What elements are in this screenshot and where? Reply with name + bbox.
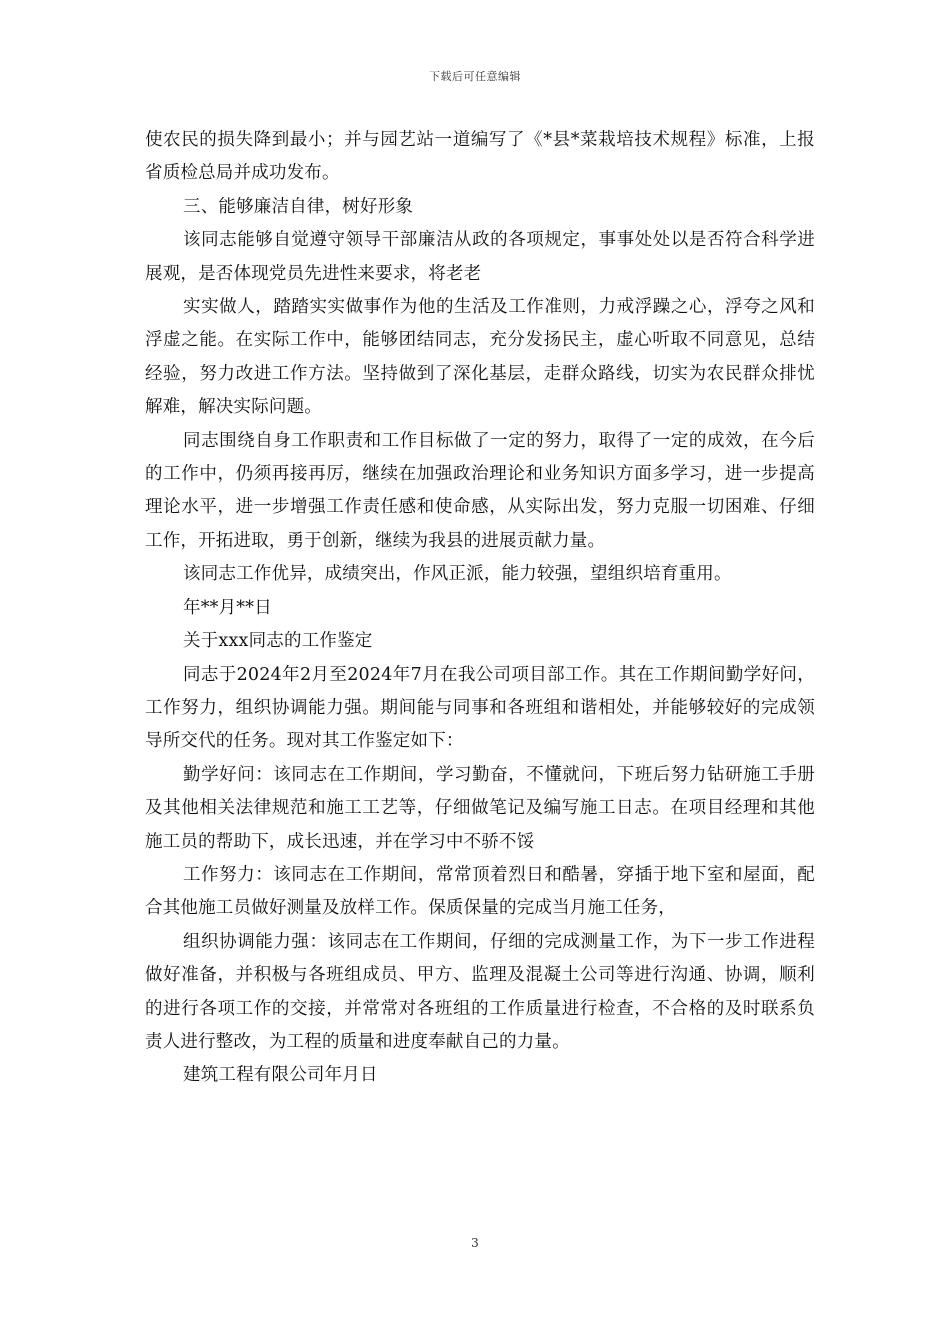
paragraph: 使农民的损失降到最小；并与园艺站一道编写了《*县*菜栽培技术规程》标准，上报省质检总局并成功发布。 bbox=[145, 130, 815, 184]
paragraph: 同志于2024年2月至2024年7月在我公司项目部工作。其在工作期间勤学好问，工作努力，组织协调能力强。期间能与同事和各班组和谐相处，并能够较好的完成领导所交代的任务。现对其工作鉴定如下： bbox=[145, 664, 815, 752]
paragraph: 组织协调能力强：该同志在工作期间，仔细的完成测量工作，为下一步工作进程做好准备，并积极与各班组成员、甲方、监理及混凝土公司等进行沟通、协调，顺利的进行各项工作的交接，并常常对各班组的工作质量进行检查，不合格的及时联系负责人进行整改，为工程的质量和进度奉献自己的力量。 bbox=[145, 931, 815, 1052]
paragraph: 该同志能够自觉遵守领导干部廉洁从政的各项规定，事事处处以是否符合科学进展观，是否体现党员先进性来要求，将老老 bbox=[145, 230, 815, 284]
paragraph: 实实做人，踏踏实实做事作为他的生活及工作准则，力戒浮躁之心，浮夸之风和浮虚之能。在实际工作中，能够团结同志，充分发扬民主，虚心听取不同意见，总结经验，努力改进工作方法。坚持做到了深化基层，走群众路线，切实为农民群众排忧解难，解决实际问题。 bbox=[145, 297, 815, 418]
paragraph: 该同志工作优异，成绩突出，作风正派，能力较强，望组织培育重用。 bbox=[183, 564, 732, 585]
section-heading: 三、能够廉洁自律，树好形象 bbox=[183, 196, 414, 217]
page-number: 3 bbox=[471, 1236, 479, 1250]
signature-line: 建筑工程有限公司年月日 bbox=[183, 1065, 378, 1086]
page-header: 下载后可任意编辑 bbox=[429, 70, 521, 83]
paragraph: 勤学好问：该同志在工作期间，学习勤奋，不懂就问，下班后努力钻研施工手册及其他相关法律规范和施工工艺等，仔细做笔记及编写施工日志。在项目经理和其他施工员的帮助下，成长迅速，并在学习中不骄不馁 bbox=[145, 764, 815, 852]
paragraph: 工作努力：该同志在工作期间，常常顶着烈日和酷暑，穿插于地下室和屋面，配合其他施工员做好测量及放样工作。保质保量的完成当月施工任务， bbox=[145, 864, 815, 919]
date-line: 年**月**日 bbox=[183, 597, 272, 618]
paragraph: 同志围绕自身工作职责和工作目标做了一定的努力，取得了一定的成效，在今后的工作中，仍须再接再厉，继续在加强政治理论和业务知识方面多学习，进一步提高理论水平，进一步增强工作责任感和使命感，从实际出发，努力克服一切困难、仔细工作，开拓进取，勇于创新，继续为我县的进展贡献力量。 bbox=[145, 430, 815, 551]
document-body bbox=[145, 124, 815, 1093]
document-title: 关于xxx同志的工作鉴定 bbox=[183, 631, 373, 652]
